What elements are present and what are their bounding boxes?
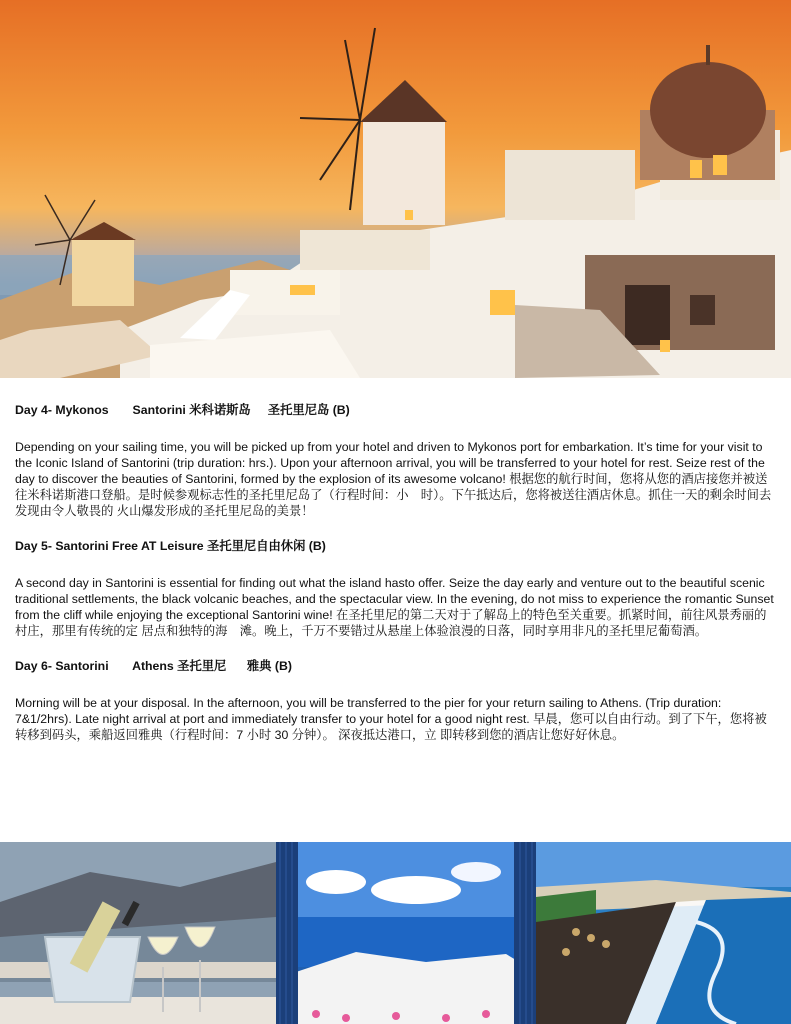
day-6-description: Morning will be at your disposal. In the afternoon, you will be transferred to the pier for your return sailing to Athens. (Trip duration: 7&1/2hrs). Late night arrival at port and immediately transfer to your hotel for a good night rest. 早晨，您可以自由行动。到了下午，您将被转移到码头，乘船返回雅典（行程时间：7 小时 30 分钟）。 深夜抵达港口，立 即转移到您的酒店让您好好休息。 xyxy=(15,696,767,742)
day-5-description: A second day in Santorini is essential for finding out what the island hasto offer. Seize the day early and venture out to the beautiful scenic traditional settlements, the black volcanic beaches, and the spectacular view. In the evening, do not miss to experience the romantic Sunset from the cliff while enjoying the exceptional Santorini wine! 在圣托里尼的第二天对于了解岛上的特色至关重要。抓紧时间，前往风景秀丽的村庄，那里有传统的定 居点和独特的海 滩。晚上，千万不要错过从悬崖上体验浪漫的日落，同时享用非凡的圣托里尼葡萄酒。 xyxy=(15,576,774,638)
day-4-heading: Day 4- Mykonos Santorini 米科诺斯岛 圣托里尼岛 (B) xyxy=(15,403,350,417)
window-sea-view-image xyxy=(276,842,536,1024)
itinerary-content xyxy=(15,378,775,743)
wine-bucket-glasses-image xyxy=(0,842,276,1024)
day-4-description: Depending on your sailing time, you will be picked up from your hotel and driven to Mykonos port for embarkation. It’s time for your visit to the Iconic Island of Santorini (trip duration: hrs.). Upon your afternoon arrival, you will be transferred to your hotel for rest. Seize rest of the day to discover the beauties of Santorini, formed by the explosion of its awesome volcano! 根据您的航行时间，您将从您的酒店接您并被送往米科诺斯港口登船。是时候参观标志性的圣托里尼岛了（行程时间：小 时）。下午抵达后，您将被送往酒店休息。抓住一天的剩余时间去发现由令人敬畏的 火山爆发形成的圣托里尼岛的美景！ xyxy=(15,440,772,518)
day-6-heading: Day 6- Santorini Athens 圣托里尼 雅典 (B) xyxy=(15,659,292,673)
day-5-heading: Day 5- Santorini Free AT Leisure 圣托里尼自由休闲 (B) xyxy=(15,539,326,553)
black-sand-beach-image xyxy=(536,842,791,1024)
bottom-photo-strip xyxy=(0,842,791,1024)
santorini-windmills-sunset-image xyxy=(0,0,791,378)
